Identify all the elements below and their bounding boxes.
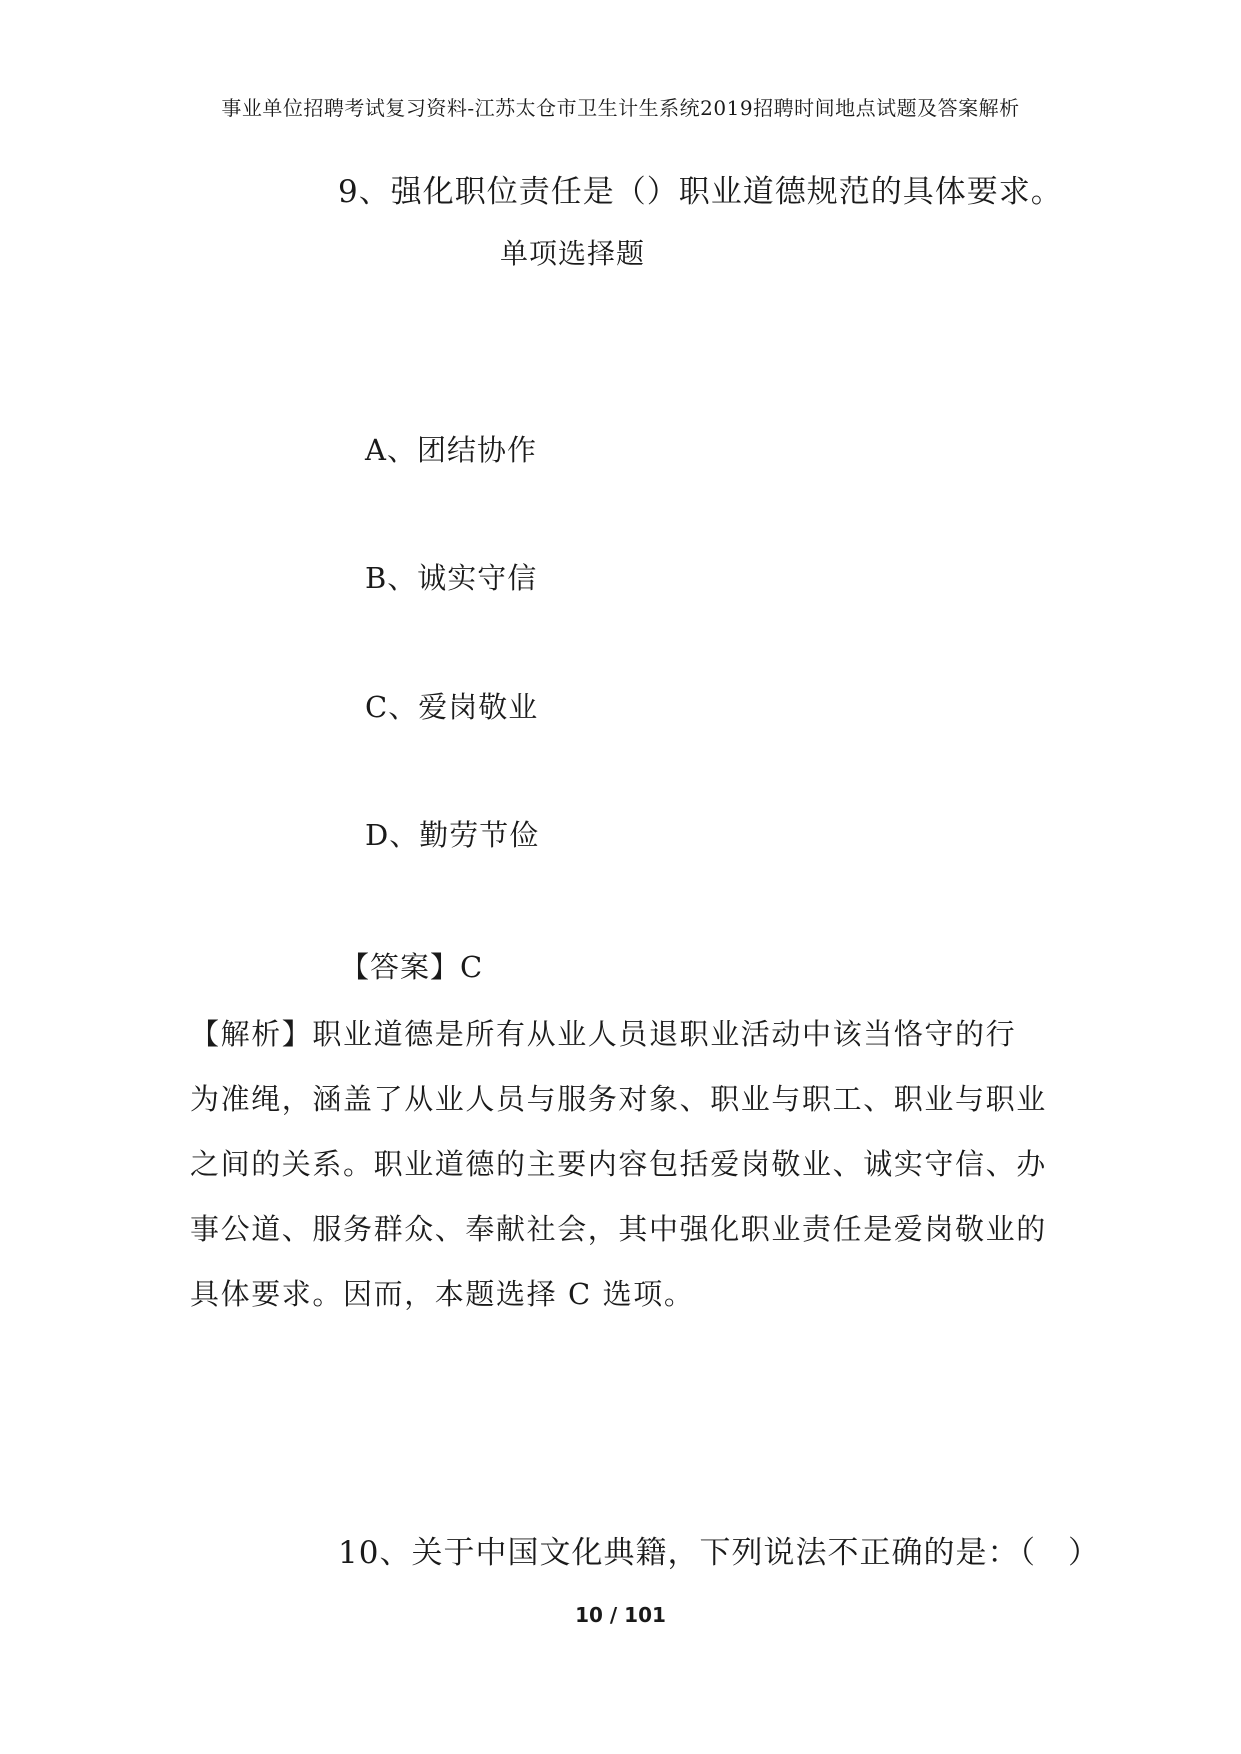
analysis-line: 为准绳，涵盖了从业人员与服务对象、职业与职工、职业与职业 bbox=[190, 1082, 1047, 1116]
analysis-line: 具体要求。因而，本题选择 C 选项。 bbox=[190, 1277, 695, 1311]
analysis-line: 事公道、服务群众、奉献社会，其中强化职业责任是爱岗敬业的 bbox=[190, 1212, 1047, 1246]
question-10-stem: 10、关于中国文化典籍，下列说法不正确的是：（ ） bbox=[338, 1535, 1100, 1571]
question-type-label: 单项选择题 bbox=[500, 237, 646, 270]
option-a: A、团结协作 bbox=[365, 433, 537, 467]
document-header: 事业单位招聘考试复习资料-江苏太仓市卫生计生系统2019招聘时间地点试题及答案解析 bbox=[221, 96, 1020, 120]
analysis-line: 之间的关系。职业道德的主要内容包括爱岗敬业、诚实守信、办 bbox=[190, 1147, 1047, 1181]
answer-label: 【答案】C bbox=[340, 950, 484, 984]
option-c: C、爱岗敬业 bbox=[365, 690, 539, 724]
analysis-line: 【解析】职业道德是所有从业人员退职业活动中该当恪守的行 bbox=[190, 1017, 1017, 1051]
option-b: B、诚实守信 bbox=[365, 561, 538, 595]
question-9-stem: 9、强化职位责任是（）职业道德规范的具体要求。 bbox=[338, 174, 1063, 210]
page-number: 10 / 101 bbox=[575, 1603, 666, 1627]
option-d: D、勤劳节俭 bbox=[365, 818, 540, 852]
analysis-paragraph bbox=[190, 1002, 1060, 1327]
